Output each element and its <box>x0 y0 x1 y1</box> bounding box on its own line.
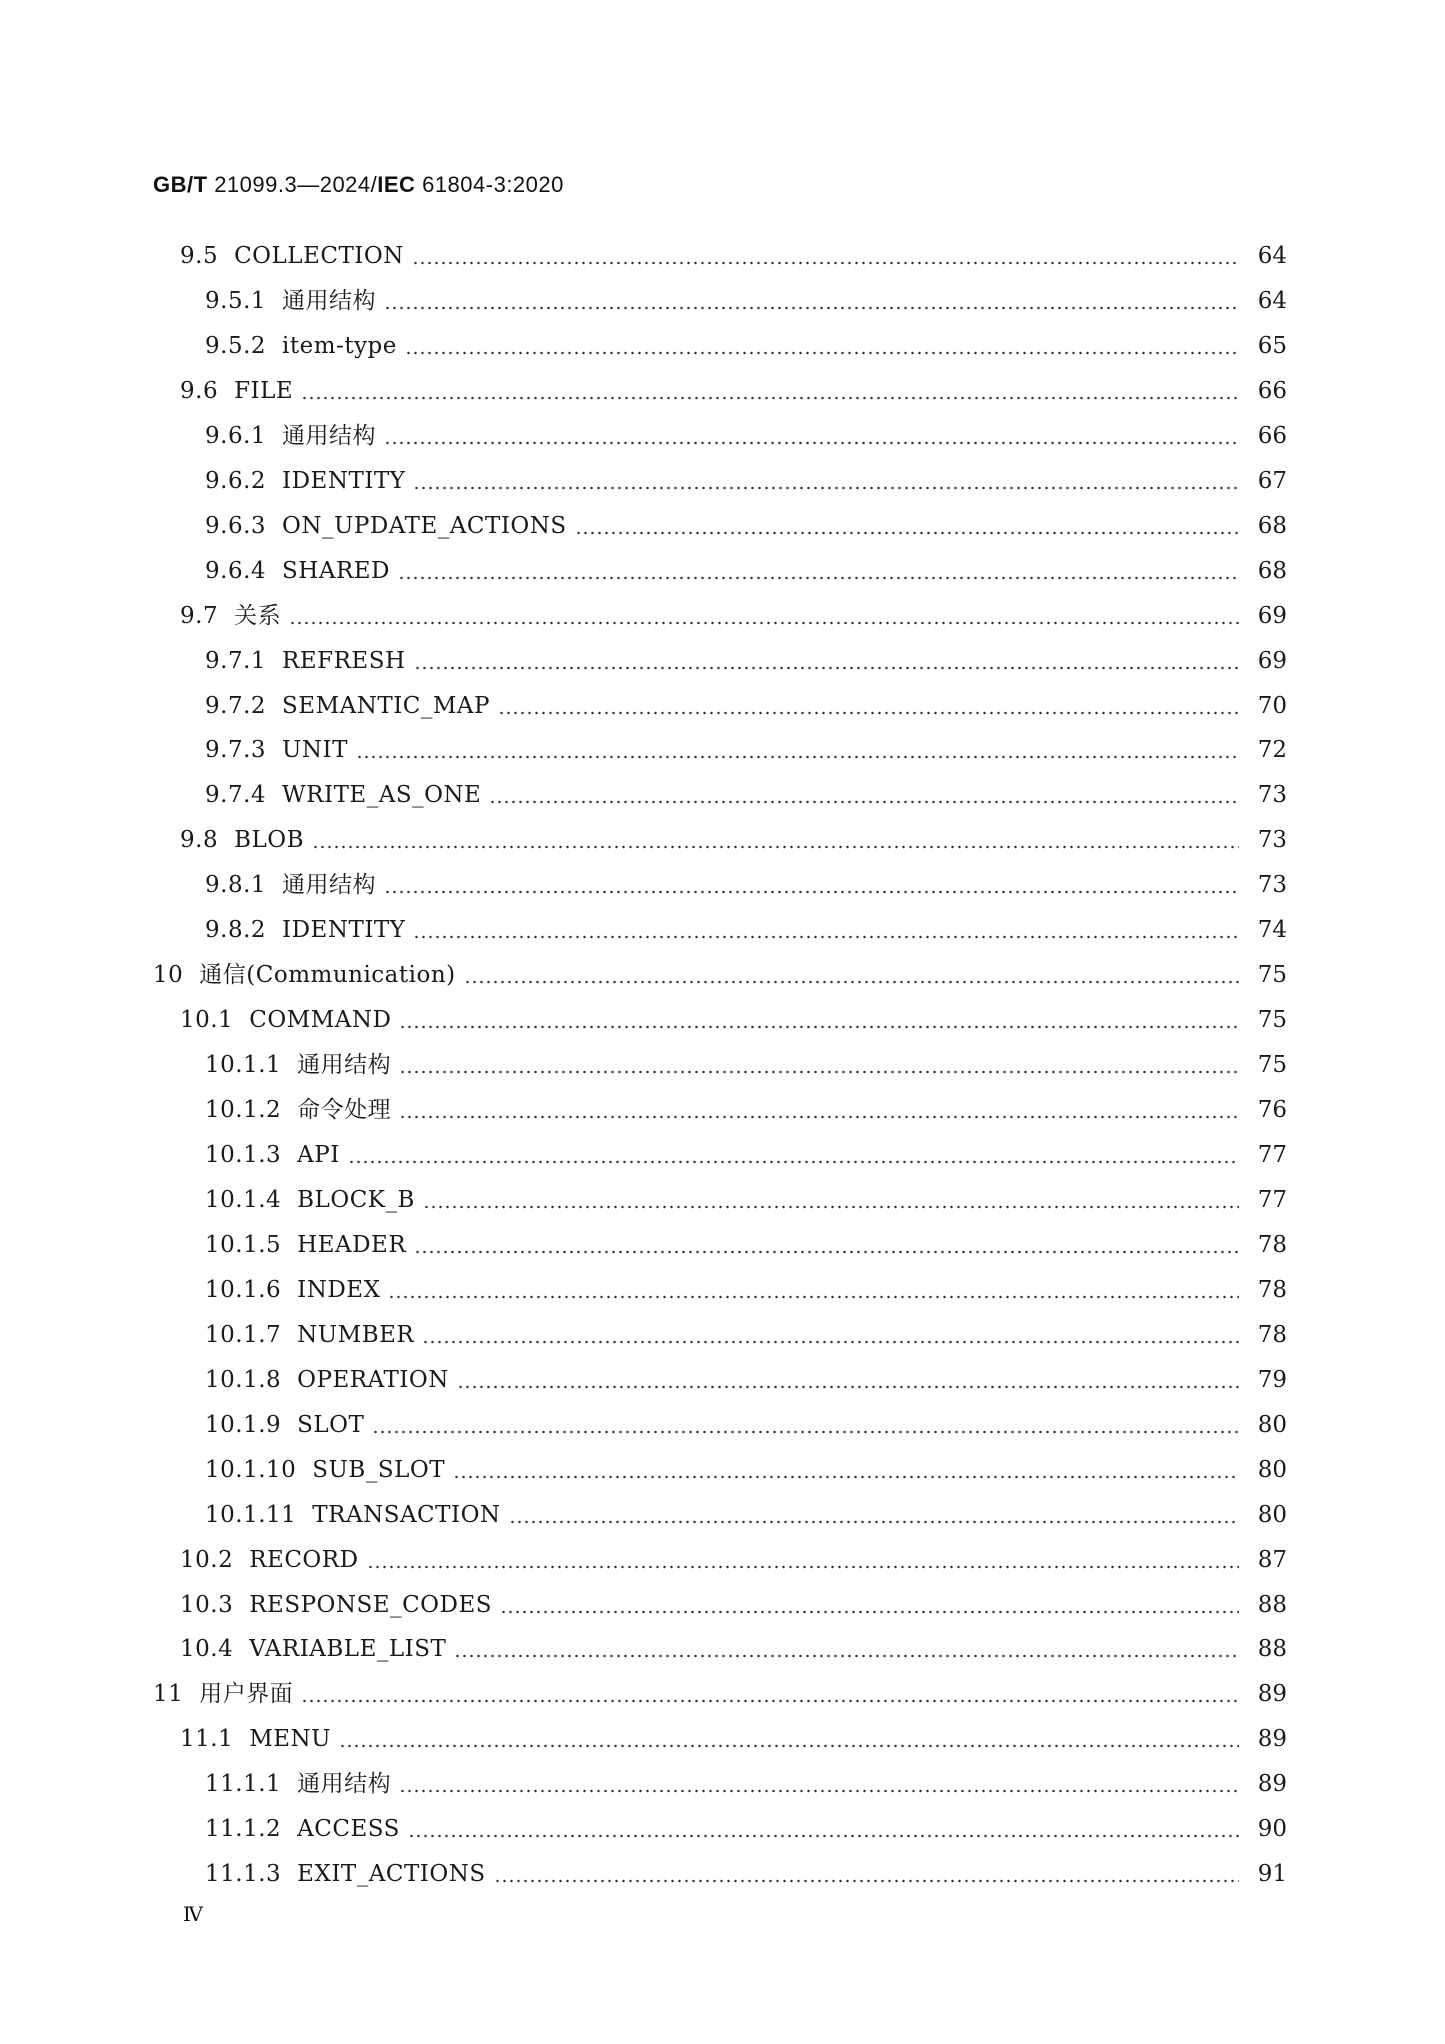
toc-entry-number: 10.1.4 <box>205 1186 282 1213</box>
toc-entry-title: item-type <box>282 332 397 359</box>
toc-entry[interactable] <box>0 1674 1445 1714</box>
toc-entry-number: 10.1.10 <box>205 1456 297 1483</box>
toc-entry[interactable] <box>0 1629 1445 1669</box>
toc-entry-page: 89 <box>1257 1771 1287 1798</box>
toc-entry[interactable] <box>0 1495 1445 1535</box>
toc-entry-page: 64 <box>1257 287 1287 314</box>
toc-dot-leader <box>399 1764 1239 1804</box>
toc-dot-leader <box>388 1270 1239 1310</box>
toc-entry-page: 68 <box>1257 557 1287 584</box>
toc-entry-page: 75 <box>1257 1007 1287 1034</box>
toc-entry-number: 9.5.2 <box>205 332 267 359</box>
toc-entry-number: 11.1.3 <box>205 1861 282 1888</box>
toc-entry-number: 10.1.5 <box>205 1231 282 1258</box>
toc-entry-title: IDENTITY <box>282 917 406 944</box>
toc-entry-page: 78 <box>1257 1276 1287 1303</box>
toc-dot-leader <box>372 1405 1239 1445</box>
toc-entry-title: BLOCK_B <box>297 1186 415 1213</box>
toc-entry[interactable] <box>0 551 1445 591</box>
toc-entry-number: 9.7.3 <box>205 737 267 764</box>
toc-entry-number: 9.6.4 <box>205 557 267 584</box>
toc-entry-page: 80 <box>1257 1411 1287 1438</box>
toc-dot-leader <box>500 1585 1239 1625</box>
toc-entry-title: RECORD <box>249 1546 359 1573</box>
toc-entry-title: IDENTITY <box>282 467 406 494</box>
toc-entry-number: 9.7 <box>180 602 219 629</box>
toc-entry-number: 9.6.3 <box>205 512 267 539</box>
toc-entry-number: 11.1 <box>180 1726 234 1753</box>
toc-entry-page: 70 <box>1257 692 1287 719</box>
toc-entry-title: 关系 <box>234 602 282 629</box>
toc-entry-title: EXIT_ACTIONS <box>297 1861 486 1888</box>
toc-entry-number: 11 <box>153 1681 184 1708</box>
toc-entry-number: 10.3 <box>180 1591 234 1618</box>
toc-dot-leader <box>498 686 1239 726</box>
header-prefix: GB/T <box>153 172 208 197</box>
toc-entry[interactable] <box>0 1764 1445 1804</box>
toc-dot-leader <box>422 1315 1239 1355</box>
toc-entry-page: 88 <box>1257 1636 1287 1663</box>
toc-entry[interactable] <box>0 1225 1445 1265</box>
toc-entry[interactable] <box>0 1719 1445 1759</box>
toc-dot-leader <box>412 236 1239 276</box>
toc-dot-leader <box>457 1360 1239 1400</box>
toc-entry-title: 通用结构 <box>297 1771 392 1798</box>
toc-dot-leader <box>414 1225 1239 1265</box>
toc-entry-title: SEMANTIC_MAP <box>282 692 491 719</box>
toc-entry-page: 68 <box>1257 512 1287 539</box>
toc-entry-title: VARIABLE_LIST <box>249 1636 447 1663</box>
toc-entry-title: SHARED <box>282 557 391 584</box>
toc-entry-title: 命令处理 <box>297 1097 392 1124</box>
toc-entry-page: 80 <box>1257 1456 1287 1483</box>
toc-entry-title: 用户界面 <box>199 1681 294 1708</box>
toc-entry-number: 9.5.1 <box>205 287 267 314</box>
toc-entry[interactable] <box>0 1450 1445 1490</box>
page-number-footer: Ⅳ <box>183 1902 203 1926</box>
toc-entry[interactable] <box>0 236 1445 276</box>
toc-entry-page: 91 <box>1257 1861 1287 1888</box>
toc-entry-page: 67 <box>1257 467 1287 494</box>
toc-entry-title: FILE <box>234 377 294 404</box>
toc-entry-page: 76 <box>1257 1097 1287 1124</box>
document-header <box>153 172 564 198</box>
toc-entry-title: BLOB <box>234 827 305 854</box>
toc-entry[interactable] <box>0 1360 1445 1400</box>
toc-entry[interactable] <box>0 865 1445 905</box>
toc-entry-page: 77 <box>1257 1142 1287 1168</box>
toc-dot-leader <box>301 1674 1239 1714</box>
toc-dot-leader <box>408 1809 1239 1849</box>
toc-entry-title: API <box>297 1142 340 1168</box>
toc-entry-page: 89 <box>1257 1726 1287 1753</box>
toc-entry-number: 10.4 <box>180 1636 234 1663</box>
toc-entry[interactable] <box>0 1270 1445 1310</box>
toc-entry-title: TRANSACTION <box>312 1501 501 1528</box>
toc-entry-number: 9.7.4 <box>205 782 267 809</box>
toc-dot-leader <box>348 1135 1239 1175</box>
toc-entry-number: 10.1.2 <box>205 1097 282 1124</box>
toc-entry-page: 80 <box>1257 1501 1287 1528</box>
toc-entry[interactable] <box>0 1180 1445 1220</box>
toc-dot-leader <box>464 955 1239 995</box>
toc-entry[interactable] <box>0 326 1445 366</box>
toc-dot-leader <box>414 641 1239 681</box>
toc-entry-title: MENU <box>249 1726 332 1753</box>
toc-dot-leader <box>289 596 1239 636</box>
toc-entry-page: 73 <box>1257 782 1287 809</box>
toc-entry-page: 78 <box>1257 1231 1287 1258</box>
toc-entry[interactable] <box>0 1854 1445 1894</box>
toc-entry-title: HEADER <box>297 1231 407 1258</box>
toc-dot-leader <box>312 820 1239 860</box>
toc-entry-page: 66 <box>1257 377 1287 404</box>
toc-entry-title: 通用结构 <box>282 287 377 314</box>
toc-entry-title: NUMBER <box>297 1321 415 1348</box>
header-code: 21099.3—2024/ <box>214 172 378 197</box>
toc-entry-page: 73 <box>1257 872 1287 899</box>
toc-entry-page: 90 <box>1257 1816 1287 1843</box>
toc-entry-number: 9.7.2 <box>205 692 267 719</box>
toc-entry[interactable] <box>0 910 1445 950</box>
toc-dot-leader <box>453 1450 1239 1490</box>
toc-entry[interactable] <box>0 955 1445 995</box>
toc-entry-title: UNIT <box>282 737 348 764</box>
toc-entry-number: 11.1.2 <box>205 1816 282 1843</box>
toc-entry-number: 10.1.3 <box>205 1142 282 1168</box>
toc-dot-leader <box>367 1540 1239 1580</box>
toc-entry-page: 66 <box>1257 422 1287 449</box>
toc-entry[interactable] <box>0 1540 1445 1580</box>
toc-entry-number: 10.2 <box>180 1546 234 1573</box>
toc-dot-leader <box>356 730 1239 770</box>
toc-entry[interactable] <box>0 461 1445 501</box>
toc-dot-leader <box>423 1180 1239 1220</box>
toc-entry-number: 11.1.1 <box>205 1771 282 1798</box>
toc-entry-page: 72 <box>1257 737 1287 764</box>
toc-dot-leader <box>489 775 1239 815</box>
toc-dot-leader <box>413 910 1239 950</box>
toc-dot-leader <box>509 1495 1239 1535</box>
toc-dot-leader <box>384 865 1239 905</box>
toc-entry-title: REFRESH <box>282 647 406 674</box>
toc-entry-page: 74 <box>1257 917 1287 944</box>
toc-dot-leader <box>413 461 1239 501</box>
toc-entry[interactable] <box>0 775 1445 815</box>
toc-dot-leader <box>399 1000 1239 1040</box>
toc-entry-number: 9.8.1 <box>205 872 267 899</box>
toc-entry-page: 87 <box>1257 1546 1287 1573</box>
toc-dot-leader <box>399 1090 1239 1130</box>
toc-entry[interactable] <box>0 506 1445 546</box>
toc-dot-leader <box>494 1854 1239 1894</box>
toc-entry-number: 10.1.6 <box>205 1276 282 1303</box>
toc-entry-number: 10.1.7 <box>205 1321 282 1348</box>
toc-entry[interactable] <box>0 1585 1445 1625</box>
toc-entry-page: 88 <box>1257 1591 1287 1618</box>
toc-entry-page: 75 <box>1257 1052 1287 1079</box>
toc-entry-page: 75 <box>1257 962 1287 989</box>
toc-entry[interactable] <box>0 416 1445 456</box>
toc-entry-page: 69 <box>1257 602 1287 629</box>
toc-entry[interactable] <box>0 1090 1445 1130</box>
toc-entry[interactable] <box>0 1809 1445 1849</box>
toc-entry-title: COLLECTION <box>234 243 404 269</box>
toc-entry-number: 9.7.1 <box>205 647 267 674</box>
toc-entry[interactable] <box>0 1045 1445 1085</box>
toc-dot-leader <box>454 1629 1239 1669</box>
toc-entry-title: ACCESS <box>297 1816 400 1843</box>
toc-entry-number: 9.6.1 <box>205 422 267 449</box>
toc-entry[interactable] <box>0 1315 1445 1355</box>
toc-dot-leader <box>384 416 1239 456</box>
toc-entry-number: 9.6 <box>180 377 219 404</box>
toc-entry-number: 9.8.2 <box>205 917 267 944</box>
toc-entry-title: INDEX <box>297 1276 381 1303</box>
toc-entry-title: 通用结构 <box>282 872 377 899</box>
toc-dot-leader <box>384 281 1239 321</box>
toc-entry[interactable] <box>0 820 1445 860</box>
header-std: IEC <box>377 172 416 197</box>
toc-entry-title: SUB_SLOT <box>312 1456 446 1483</box>
toc-entry[interactable] <box>0 641 1445 681</box>
toc-entry[interactable] <box>0 730 1445 770</box>
toc-entry-title: 通用结构 <box>297 1052 392 1079</box>
toc-dot-leader <box>399 1045 1239 1085</box>
toc-entry-number: 10.1.1 <box>205 1052 282 1079</box>
toc-entry-title: ON_UPDATE_ACTIONS <box>282 512 567 539</box>
toc-entry-number: 10.1.11 <box>205 1501 297 1528</box>
toc-entry-title: COMMAND <box>249 1007 392 1034</box>
toc-dot-leader <box>398 551 1239 591</box>
toc-entry-number: 9.8 <box>180 827 219 854</box>
toc-entry-title: 通用结构 <box>282 422 377 449</box>
toc-entry-number: 10.1.8 <box>205 1366 282 1393</box>
toc-entry-title: 通信(Communication) <box>199 962 456 989</box>
toc-entry[interactable] <box>0 281 1445 321</box>
toc-entry-number: 10.1.9 <box>205 1411 282 1438</box>
header-suffix: 61804-3:2020 <box>422 172 564 197</box>
toc-entry-page: 64 <box>1257 243 1287 269</box>
toc-entry-title: OPERATION <box>297 1366 449 1393</box>
toc-entry-page: 65 <box>1257 332 1287 359</box>
toc-dot-leader <box>339 1719 1239 1759</box>
toc-entry-title: SLOT <box>297 1411 365 1438</box>
toc-entry-page: 79 <box>1257 1366 1287 1393</box>
toc-entry-number: 9.6.2 <box>205 467 267 494</box>
toc-entry[interactable] <box>0 686 1445 726</box>
toc-entry-page: 77 <box>1257 1186 1287 1213</box>
toc-entry[interactable] <box>0 596 1445 636</box>
toc-entry-title: WRITE_AS_ONE <box>282 782 482 809</box>
toc-dot-leader <box>301 371 1239 411</box>
toc-entry[interactable] <box>0 371 1445 411</box>
toc-entry[interactable] <box>0 1405 1445 1445</box>
toc-entry-number: 10 <box>153 962 184 989</box>
toc-entry-title: RESPONSE_CODES <box>249 1591 493 1618</box>
toc-entry[interactable] <box>0 1000 1445 1040</box>
toc-dot-leader <box>405 326 1239 366</box>
toc-entry-page: 89 <box>1257 1681 1287 1708</box>
toc-entry-page: 69 <box>1257 647 1287 674</box>
toc-entry-page: 73 <box>1257 827 1287 854</box>
toc-entry-number: 10.1 <box>180 1007 234 1034</box>
toc-dot-leader <box>575 506 1239 546</box>
toc-entry[interactable] <box>0 1135 1445 1175</box>
toc-entry-number: 9.5 <box>180 243 219 269</box>
toc-entry-page: 78 <box>1257 1321 1287 1348</box>
